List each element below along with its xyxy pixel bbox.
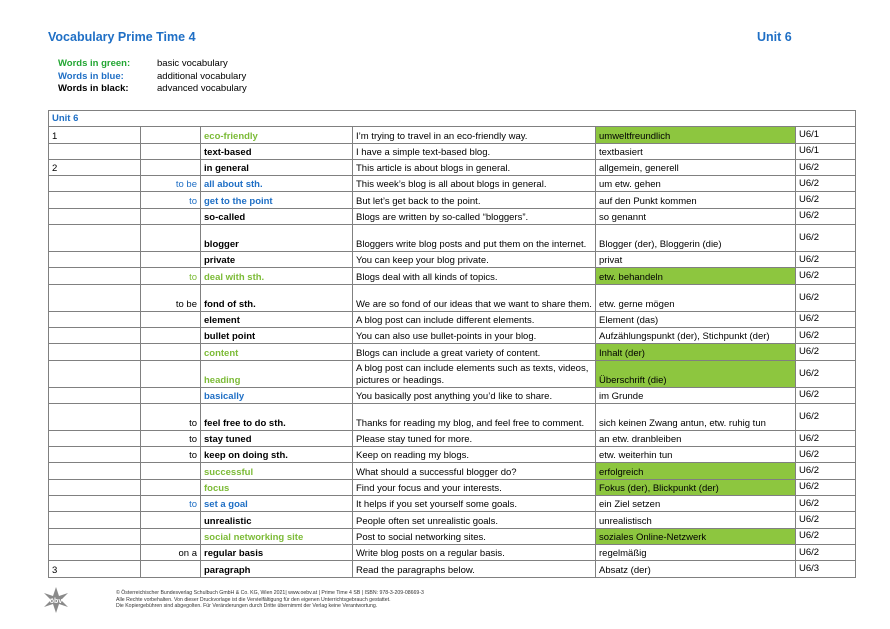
- row-number: [49, 528, 141, 544]
- vocabulary-table: [48, 110, 856, 578]
- row-reference: U6/2: [796, 463, 856, 479]
- row-example: It helps if you set yourself some goals.: [353, 496, 596, 512]
- row-prefix: [141, 512, 201, 528]
- legend-row-blue: [58, 71, 247, 84]
- row-reference: U6/2: [796, 192, 856, 208]
- row-word: social networking site: [201, 528, 353, 544]
- row-example: Blogs can include a great variety of content.: [353, 344, 596, 360]
- row-word: element: [201, 311, 353, 327]
- row-word: content: [201, 344, 353, 360]
- unit-header-label: Unit 6: [49, 111, 856, 127]
- row-number: [49, 284, 141, 311]
- table-row: [49, 192, 856, 208]
- row-prefix: [141, 387, 201, 403]
- row-reference: U6/2: [796, 387, 856, 403]
- row-reference: U6/2: [796, 284, 856, 311]
- row-example: This week’s blog is all about blogs in general.: [353, 176, 596, 192]
- table-row: [49, 344, 856, 360]
- table-row: [49, 127, 856, 143]
- row-german: Inhalt (der): [596, 344, 796, 360]
- table-row: [49, 284, 856, 311]
- row-prefix: [141, 479, 201, 495]
- table-row: [49, 544, 856, 560]
- table-row: [49, 463, 856, 479]
- row-word: regular basis: [201, 544, 353, 560]
- row-prefix: [141, 143, 201, 159]
- row-number: [49, 430, 141, 446]
- table-row: [49, 225, 856, 252]
- table-row: [49, 403, 856, 430]
- row-german: etw. behandeln: [596, 268, 796, 284]
- row-number: [49, 268, 141, 284]
- row-german: privat: [596, 252, 796, 268]
- row-example: Keep on reading my blogs.: [353, 447, 596, 463]
- row-word: blogger: [201, 225, 353, 252]
- row-word: keep on doing sth.: [201, 447, 353, 463]
- row-german: auf den Punkt kommen: [596, 192, 796, 208]
- row-prefix: [141, 225, 201, 252]
- footer-line: Die Kopiergebühren sind abgegolten. Für Veränderungen durch Dritte übernimmt der Verlag keine Verantwortung.: [116, 603, 378, 610]
- row-number: [49, 176, 141, 192]
- row-example: I have a simple text-based blog.: [353, 143, 596, 159]
- table-row: [49, 512, 856, 528]
- footer-line: Alle Rechte vorbehalten. Von dieser Druckvorlage ist die Vervielfältigung für den eigenen Unterrichtsgebrauch gestattet.: [116, 596, 391, 603]
- row-example: You can keep your blog private.: [353, 252, 596, 268]
- row-example: You can also use bullet-points in your blog.: [353, 327, 596, 343]
- row-german: sich keinen Zwang antun, etw. ruhig tun: [596, 403, 796, 430]
- row-number: [49, 403, 141, 430]
- row-prefix: to be: [141, 176, 201, 192]
- row-word: deal with sth.: [201, 268, 353, 284]
- row-number: [49, 192, 141, 208]
- row-reference: U6/2: [796, 512, 856, 528]
- logo-text: öbv: [49, 598, 63, 605]
- row-german: erfolgreich: [596, 463, 796, 479]
- legend-row-green: [58, 58, 247, 71]
- legend-key-black: Words in black:: [58, 83, 129, 95]
- row-word: text-based: [201, 143, 353, 159]
- row-prefix: [141, 327, 201, 343]
- row-number: [49, 208, 141, 224]
- row-reference: U6/2: [796, 208, 856, 224]
- row-number: [49, 225, 141, 252]
- row-word: fond of sth.: [201, 284, 353, 311]
- row-example: But let’s get back to the point.: [353, 192, 596, 208]
- row-prefix: to: [141, 268, 201, 284]
- row-example: Post to social networking sites.: [353, 528, 596, 544]
- row-number: [49, 344, 141, 360]
- row-prefix: [141, 360, 201, 387]
- row-example: We are so fond of our ideas that we want to share them.: [353, 284, 596, 311]
- table-unit-header: [49, 111, 856, 127]
- copyright-footer: [116, 590, 424, 610]
- row-prefix: [141, 159, 201, 175]
- table-row: [49, 360, 856, 387]
- row-example: Blogs deal with all kinds of topics.: [353, 268, 596, 284]
- footer-line: © Österreichischer Bundesverlag Schulbuch GmbH & Co. KG, Wien 2021| www.oebv.at | Prime Time 4 SB | ISBN: 978-3-209-08669-3: [116, 590, 424, 596]
- row-word: private: [201, 252, 353, 268]
- row-german: allgemein, generell: [596, 159, 796, 175]
- table-row: [49, 387, 856, 403]
- table-row: [49, 447, 856, 463]
- row-number: [49, 479, 141, 495]
- table-row: [49, 430, 856, 446]
- row-german: ein Ziel setzen: [596, 496, 796, 512]
- row-prefix: to be: [141, 284, 201, 311]
- color-legend: [58, 58, 247, 96]
- row-number: [49, 327, 141, 343]
- row-example: Please stay tuned for more.: [353, 430, 596, 446]
- row-reference: U6/1: [796, 143, 856, 159]
- row-number: [49, 360, 141, 387]
- table-row: [49, 311, 856, 327]
- row-german: etw. weiterhin tun: [596, 447, 796, 463]
- legend-key-green: Words in green:: [58, 58, 131, 69]
- row-prefix: to: [141, 192, 201, 208]
- table-row: [49, 327, 856, 343]
- row-reference: U6/2: [796, 403, 856, 430]
- row-german: im Grunde: [596, 387, 796, 403]
- row-word: unrealistic: [201, 512, 353, 528]
- row-prefix: [141, 127, 201, 143]
- row-prefix: [141, 344, 201, 360]
- row-number: [49, 311, 141, 327]
- row-reference: U6/2: [796, 447, 856, 463]
- row-example: Read the paragraphs below.: [353, 561, 596, 577]
- row-word: feel free to do sth.: [201, 403, 353, 430]
- row-example: What should a successful blogger do?: [353, 463, 596, 479]
- table-row: [49, 159, 856, 175]
- legend-row-black: [58, 83, 247, 96]
- row-prefix: [141, 463, 201, 479]
- row-number: [49, 447, 141, 463]
- row-word: all about sth.: [201, 176, 353, 192]
- row-german: Aufzählungspunkt (der), Stichpunkt (der): [596, 327, 796, 343]
- row-german: regelmäßig: [596, 544, 796, 560]
- legend-value-black: advanced vocabulary: [157, 83, 247, 95]
- row-number: 3: [49, 561, 141, 577]
- row-prefix: to: [141, 430, 201, 446]
- row-word: focus: [201, 479, 353, 495]
- legend-value-blue: additional vocabulary: [157, 70, 247, 82]
- row-example: A blog post can include elements such as texts, videos, pictures or headings.: [353, 360, 596, 387]
- row-reference: U6/2: [796, 430, 856, 446]
- row-german: an etw. dranbleiben: [596, 430, 796, 446]
- row-german: um etw. gehen: [596, 176, 796, 192]
- table-row: [49, 528, 856, 544]
- row-reference: U6/2: [796, 496, 856, 512]
- row-reference: U6/2: [796, 176, 856, 192]
- row-reference: U6/2: [796, 360, 856, 387]
- row-example: A blog post can include different elements.: [353, 311, 596, 327]
- row-number: [49, 463, 141, 479]
- row-german: Überschrift (die): [596, 360, 796, 387]
- row-reference: U6/2: [796, 225, 856, 252]
- row-example: You basically post anything you’d like to share.: [353, 387, 596, 403]
- row-german: textbasiert: [596, 143, 796, 159]
- row-prefix: [141, 311, 201, 327]
- table-row: [49, 252, 856, 268]
- unit-title: Unit 6: [757, 30, 792, 44]
- row-german: Element (das): [596, 311, 796, 327]
- row-prefix: to: [141, 403, 201, 430]
- row-reference: U6/2: [796, 311, 856, 327]
- row-number: [49, 544, 141, 560]
- row-german: Blogger (der), Bloggerin (die): [596, 225, 796, 252]
- row-german: Fokus (der), Blickpunkt (der): [596, 479, 796, 495]
- row-number: [49, 496, 141, 512]
- row-reference: U6/2: [796, 479, 856, 495]
- row-number: 2: [49, 159, 141, 175]
- oebv-logo-icon: [41, 585, 71, 615]
- row-example: This article is about blogs in general.: [353, 159, 596, 175]
- row-prefix: to: [141, 447, 201, 463]
- row-prefix: [141, 252, 201, 268]
- row-example: People often set unrealistic goals.: [353, 512, 596, 528]
- row-example: Write blog posts on a regular basis.: [353, 544, 596, 560]
- table-row: [49, 143, 856, 159]
- row-word: set a goal: [201, 496, 353, 512]
- table-row: [49, 176, 856, 192]
- table-row: [49, 268, 856, 284]
- row-word: paragraph: [201, 561, 353, 577]
- row-german: etw. gerne mögen: [596, 284, 796, 311]
- row-word: basically: [201, 387, 353, 403]
- row-prefix: [141, 561, 201, 577]
- row-number: [49, 387, 141, 403]
- table-row: [49, 561, 856, 577]
- row-reference: U6/3: [796, 561, 856, 577]
- row-reference: U6/2: [796, 544, 856, 560]
- document-title: Vocabulary Prime Time 4: [48, 30, 196, 44]
- legend-key-blue: Words in blue:: [58, 70, 124, 82]
- row-example: I’m trying to travel in an eco-friendly way.: [353, 127, 596, 143]
- row-prefix: [141, 528, 201, 544]
- row-prefix: [141, 208, 201, 224]
- row-number: 1: [49, 127, 141, 143]
- row-word: heading: [201, 360, 353, 387]
- row-word: successful: [201, 463, 353, 479]
- legend-value-green: basic vocabulary: [157, 58, 228, 69]
- row-german: Absatz (der): [596, 561, 796, 577]
- table-row: [49, 479, 856, 495]
- row-example: Find your focus and your interests.: [353, 479, 596, 495]
- table-row: [49, 496, 856, 512]
- row-example: Blogs are written by so-called “bloggers”.: [353, 208, 596, 224]
- row-number: [49, 512, 141, 528]
- row-word: stay tuned: [201, 430, 353, 446]
- row-word: bullet point: [201, 327, 353, 343]
- row-word: get to the point: [201, 192, 353, 208]
- row-reference: U6/2: [796, 268, 856, 284]
- row-word: eco-friendly: [201, 127, 353, 143]
- row-number: [49, 143, 141, 159]
- row-prefix: on a: [141, 544, 201, 560]
- row-number: [49, 252, 141, 268]
- row-reference: U6/2: [796, 327, 856, 343]
- row-reference: U6/1: [796, 127, 856, 143]
- row-reference: U6/2: [796, 344, 856, 360]
- row-reference: U6/2: [796, 528, 856, 544]
- table-row: [49, 208, 856, 224]
- row-example: Thanks for reading my blog, and feel free to comment.: [353, 403, 596, 430]
- row-example: Bloggers write blog posts and put them on the internet.: [353, 225, 596, 252]
- row-german: soziales Online-Netzwerk: [596, 528, 796, 544]
- row-prefix: to: [141, 496, 201, 512]
- row-reference: U6/2: [796, 159, 856, 175]
- row-german: so genannt: [596, 208, 796, 224]
- row-word: so-called: [201, 208, 353, 224]
- row-reference: U6/2: [796, 252, 856, 268]
- row-german: unrealistisch: [596, 512, 796, 528]
- row-word: in general: [201, 159, 353, 175]
- row-german: umweltfreundlich: [596, 127, 796, 143]
